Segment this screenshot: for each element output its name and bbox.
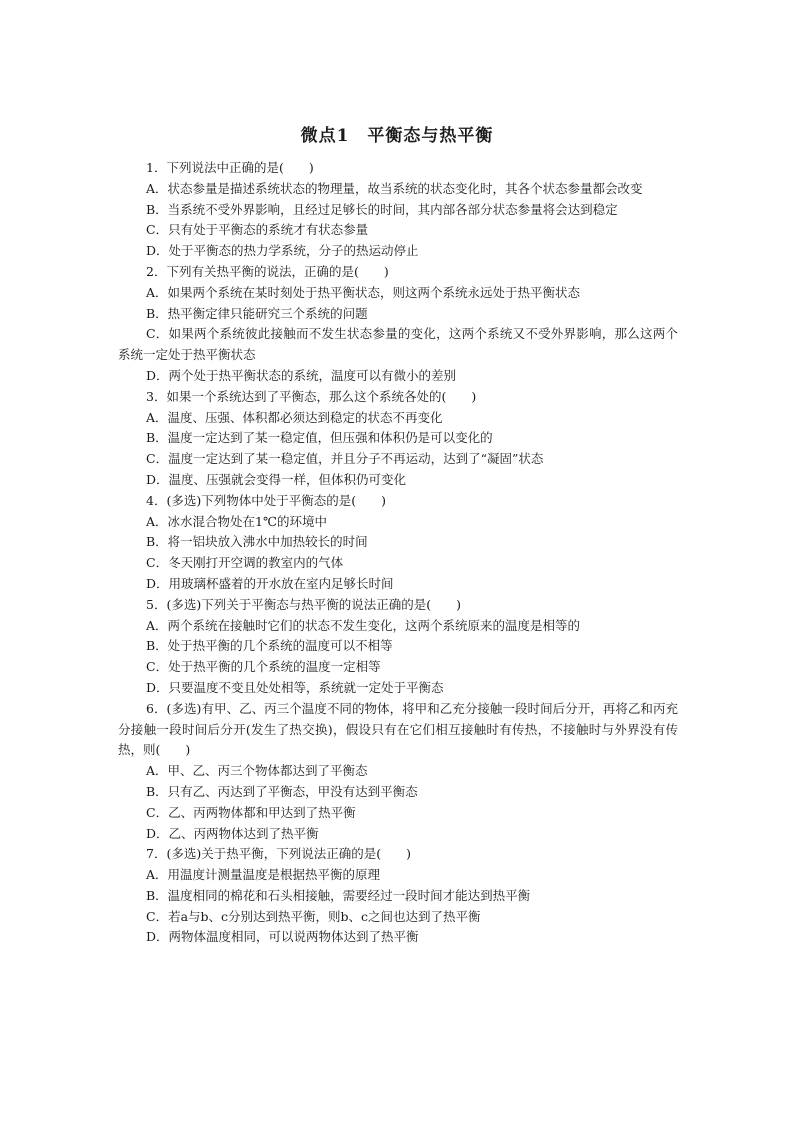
question-7-option-b: B．温度相同的棉花和石头相接触，需要经过一段时间才能达到热平衡 (146, 887, 531, 903)
question-4-option-c: C．冬天刚打开空调的教室内的气体 (146, 555, 344, 571)
question-6-stem: 6．(多选)有甲、乙、丙三个温度不同的物体，将甲和乙充分接触一段时间后分开，再将乙和丙充分接触一段时间后分开(发生了热交换)，假设只有在它们相互接触时有传热，不接触时与外界没有传热，则( ) (118, 700, 678, 758)
question-2-option-b: B．热平衡定律只能研究三个系统的问题 (146, 305, 368, 321)
question-7-option-c: C．若a与b、c分别达到热平衡，则b、c之间也达到了热平衡 (146, 908, 481, 924)
question-7-stem: 7．(多选)关于热平衡，下列说法正确的是( ) (146, 846, 411, 862)
question-5-option-d: D．只要温度不变且处处相等，系统就一定处于平衡态 (146, 679, 444, 695)
question-2-stem: 2．下列有关热平衡的说法，正确的是( ) (146, 263, 389, 279)
question-3-stem: 3．如果一个系统达到了平衡态，那么这个系统各处的( ) (146, 388, 477, 404)
question-2-option-a: A．如果两个系统在某时刻处于热平衡状态，则这两个系统永远处于热平衡状态 (146, 284, 581, 300)
question-3-option-d: D．温度、压强就会变得一样，但体积仍可变化 (146, 471, 407, 487)
question-3-option-c: C．温度一定达到了某一稳定值，并且分子不再运动，达到了“凝固”状态 (146, 451, 544, 467)
question-5-stem: 5．(多选)下列关于平衡态与热平衡的说法正确的是( ) (146, 596, 461, 612)
question-2-option-d: D．两个处于热平衡状态的系统，温度可以有微小的差别 (146, 367, 457, 383)
question-6-option-b: B．只有乙、丙达到了平衡态，甲没有达到平衡态 (146, 783, 418, 799)
question-5-option-a: A．两个系统在接触时它们的状态不发生变化，这两个系统原来的温度是相等的 (146, 617, 581, 633)
question-6-option-a: A．甲、乙、丙三个物体都达到了平衡态 (146, 763, 368, 779)
page-title: 微点1 平衡态与热平衡 (300, 126, 494, 146)
question-1-option-d: D．处于平衡态的热力学系统，分子的热运动停止 (146, 243, 419, 259)
question-5-option-c: C．处于热平衡的几个系统的温度一定相等 (146, 659, 381, 675)
question-4-option-a: A．冰水混合物处在1℃的环境中 (146, 513, 327, 529)
question-list (118, 158, 678, 948)
question-7-option-d: D．两物体温度相同，可以说两物体达到了热平衡 (146, 929, 419, 945)
question-6-option-c: C．乙、丙两物体都和甲达到了热平衡 (146, 804, 356, 820)
question-4-stem: 4．(多选)下列物体中处于平衡态的是( ) (146, 492, 386, 508)
question-7-option-a: A．用温度计测量温度是根据热平衡的原理 (146, 867, 381, 883)
question-5-option-b: B．处于热平衡的几个系统的温度可以不相等 (146, 638, 393, 654)
question-6-option-d: D．乙、丙两物体达到了热平衡 (146, 825, 319, 841)
question-1-stem: 1．下列说法中正确的是( ) (146, 160, 314, 175)
question-2-option-c: C．如果两个系统彼此接触而不发生状态参量的变化，这两个系统又不受外界影响，那么这两个系统一定处于热平衡状态 (118, 326, 678, 363)
question-3-option-b: B．温度一定达到了某一稳定值，但压强和体积仍是可以变化的 (146, 430, 493, 446)
question-3-option-a: A．温度、压强、体积都必须达到稳定的状态不再变化 (146, 409, 443, 425)
question-4-option-b: B．将一铝块放入沸水中加热较长的时间 (146, 534, 368, 550)
question-1-option-c: C．只有处于平衡态的系统才有状态参量 (146, 222, 369, 238)
question-1-option-b: B．当系统不受外界影响，且经过足够长的时间，其内部各部分状态参量将会达到稳定 (146, 201, 618, 217)
question-4-option-d: D．用玻璃杯盛着的开水放在室内足够长时间 (146, 575, 394, 591)
question-1-option-a: A．状态参量是描述系统状态的物理量，故当系统的状态变化时，其各个状态参量都会改变 (146, 180, 643, 196)
